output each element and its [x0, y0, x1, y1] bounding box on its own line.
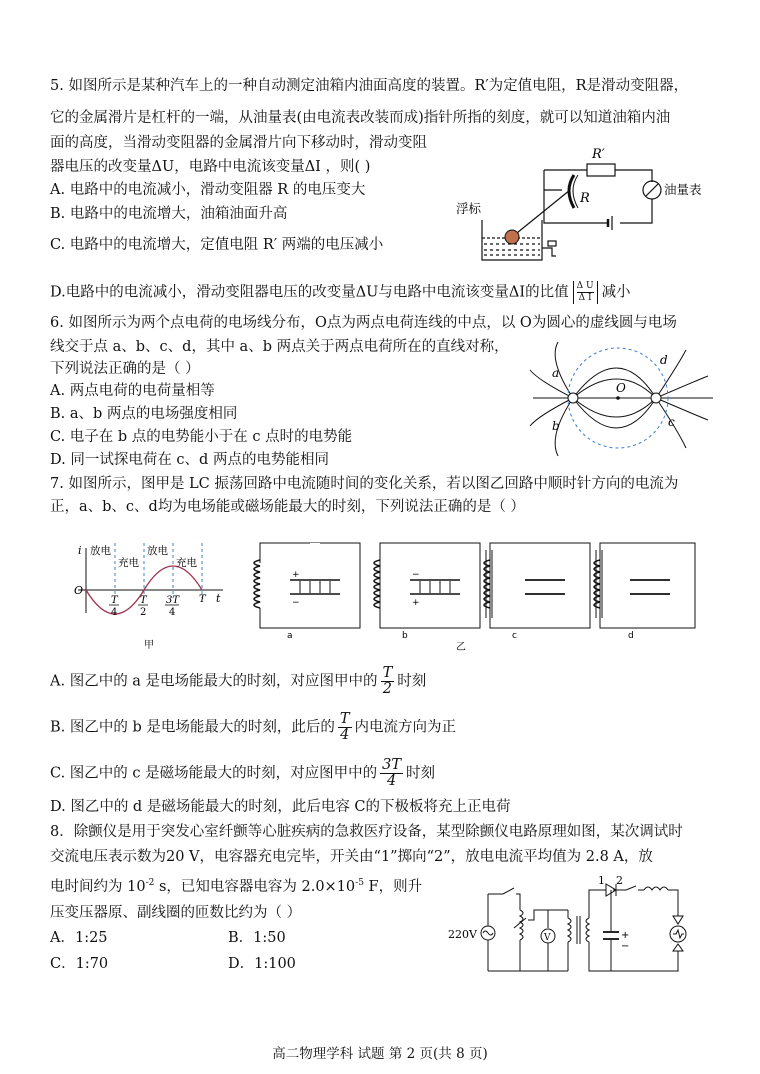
q7-graph-o: O [74, 584, 84, 597]
q7-option-a-end: 时刻 [397, 673, 427, 690]
q6-electric-field-diagram [528, 340, 718, 460]
q7-option-a-text: A. 图乙中的 a 是电场能最大的时刻，对应图甲中的 [50, 673, 378, 690]
q5-option-d-fraction [573, 281, 598, 304]
q7-graph-seg4: 充电 [176, 557, 197, 569]
q8-label-2: 2 [616, 876, 623, 887]
q7-current-graph [68, 538, 228, 653]
q5-option-d-text: D.电路中的电流减小，滑动变阻器电压的改变量ΔU与电路中电流该变量ΔI的比值 [50, 284, 569, 301]
q5-line1: 5. 如图所示是某种汽车上的一种自动测定油箱内油面高度的装置。R′为定值电阻，R是滑动变阻器， [50, 78, 689, 94]
q7-graph-tick3-num: 3T [166, 595, 180, 606]
q6-label-a: a [552, 366, 560, 380]
q7-graph-seg2: 充电 [118, 557, 139, 569]
q7-option-c-text: C. 图乙中的 c 是磁场能最大的时刻，对应图甲中的 [50, 765, 378, 782]
q7-graph-seg1: 放电 [90, 545, 111, 557]
q7-graph-tick1-den: 4 [111, 607, 118, 618]
q6-line3: 下列说法正确的是（ ） [50, 361, 200, 377]
q6-label-b: b [552, 419, 560, 433]
q8-line1: 8．除颤仪是用于突发心室纤颤等心脏疾病的急救医疗设备，某型除颤仪电路原理如图，某次调试时 [50, 824, 683, 840]
q7-b-den: 4 [340, 727, 350, 743]
q7-circuit-label-c: c [512, 631, 517, 641]
q6-option-c: C. 电子在 b 点的电势能小于在 c 点时的电势能 [50, 429, 353, 445]
q7-line2: 正，a、b、c、d均为电场能或磁场能最大的时刻，下列说法正确的是（ ） [50, 499, 525, 515]
q5-label-meter: 油量表 [664, 182, 702, 197]
svg-text:+: + [621, 930, 630, 941]
q7-circuit-label-a: a [287, 631, 293, 641]
q8-label-1: 1 [598, 876, 605, 887]
q7-option-b-fraction [338, 712, 352, 743]
q6-option-b: B. a、b 两点的电场强度相同 [50, 406, 238, 422]
q7-option-d: D. 图乙中的 d 是磁场能最大的时刻，此后电容 C的下极板将充上正电荷 [50, 799, 511, 815]
q5-label-float: 浮标 [456, 201, 482, 216]
q6-label-d: d [660, 353, 668, 367]
q6-line2: 线交于点 a、b、c、d，其中 a、b 两点关于两点电荷所在的直线对称， [50, 339, 509, 355]
q7-line1: 7. 如图所示，图甲是 LC 振荡回路中电流随时间的变化关系，若以图乙回路中顺时针方向的电流为 [50, 476, 679, 492]
q8-line3-sup1: -2 [145, 878, 155, 888]
q8-line3 [50, 873, 422, 897]
q7-graph-tick4: T [199, 594, 206, 605]
q7-a-den: 2 [382, 681, 393, 697]
q8-line3-b: s，已知电容器电容为 2.0×10 [154, 878, 356, 895]
q7-option-b-text: B. 图乙中的 b 是电场能最大的时刻，此后的 [50, 719, 335, 736]
page-footer: 高二物理学科 试题 第 2 页(共 8 页) [272, 1046, 488, 1062]
q7-c-num: 3T [382, 757, 402, 773]
q7-option-c-end: 时刻 [406, 765, 436, 782]
svg-text:+: + [412, 598, 420, 608]
q7-circuit-label-b: b [402, 631, 408, 641]
q5-line4: 器电压的改变量ΔU，电路中电流该变量ΔI ，则( ) [50, 159, 371, 175]
svg-text:−: − [412, 570, 420, 580]
q7-graph-t: t [216, 592, 221, 605]
q7-a-num: T [382, 665, 393, 681]
q7-option-b-end: 内电流方向为正 [354, 719, 457, 736]
q6-label-c: c [668, 415, 675, 429]
q8-line2: 交流电压表示数为20 V，电容器充电完毕，开关由“1”掷向“2”，放电电流平均值为 2.8 A，放 [50, 849, 653, 865]
q5-label-r: R [580, 191, 590, 206]
q7-graph-tick2-num: T [140, 595, 147, 606]
q8-option-a: A．1:25 [50, 930, 108, 946]
q8-option-c: C．1:70 [50, 956, 109, 972]
q7-option-a-fraction [381, 666, 395, 697]
q7-graph-tick1-num: T [111, 595, 118, 606]
svg-text:−: − [621, 941, 630, 952]
q5-option-a: A. 电路中的电流减小，滑动变阻器 R 的电压变大 [50, 182, 366, 198]
q8-option-d: D．1:100 [228, 956, 296, 972]
q7-option-a [50, 666, 426, 697]
q5-label-r-prime: R′ [592, 147, 605, 162]
svg-text:−: − [292, 598, 300, 608]
q5-line2: 它的金属滑片是杠杆的一端，从油量表(由电流表改装而成)指针所指的刻度，就可以知道油箱内油 [50, 110, 671, 126]
q5-fuel-gauge-diagram [452, 140, 712, 265]
q5-option-d [50, 281, 631, 304]
q7-option-c-fraction [380, 758, 403, 789]
q8-line3-c: F，则升 [363, 878, 423, 895]
q7-option-c [50, 758, 435, 789]
q8-line3-a: 电时间约为 10 [50, 878, 146, 895]
q7-circuits-caption: 乙 [456, 642, 466, 653]
q8-option-b: B．1:50 [228, 930, 286, 946]
q7-graph-tick2-den: 2 [140, 607, 147, 618]
q7-graph-caption: 甲 [144, 640, 154, 651]
q6-option-d: D. 同一试探电荷在 c、d 两点的电势能相同 [50, 452, 329, 468]
q5-option-c: C. 电路中的电流增大，定值电阻 R′ 两端的电压减小 [50, 237, 384, 253]
q6-line1: 6. 如图所示为两个点电荷的电场线分布，O点为两点电荷连线的中点，以 O为圆心的虚线圆与电场 [50, 315, 677, 331]
q6-option-a: A. 两点电荷的电荷量相等 [50, 383, 215, 399]
q8-line3-sup2: -5 [355, 878, 364, 888]
q7-circuit-label-d: d [628, 631, 634, 641]
q5-option-b: B. 电路中的电流增大，油箱油面升高 [50, 206, 288, 222]
q7-graph-i: i [78, 544, 82, 557]
q5-line3: 面的高度，当滑动变阻器的金属滑片向下移动时，滑动变阻 [50, 135, 427, 151]
q8-label-220v: 220V [448, 928, 477, 941]
q8-line4: 压变压器原、副线圈的匝数比约为（ ） [50, 905, 302, 921]
q5-frac-den: Δ I [578, 293, 592, 303]
q8-label-v: V [544, 933, 551, 943]
svg-text:+: + [292, 570, 300, 580]
q6-label-o: O [616, 381, 626, 395]
q7-option-b [50, 712, 456, 743]
q7-c-den: 4 [386, 773, 397, 789]
q8-defibrillator-circuit [448, 876, 710, 976]
q7-graph-seg3: 放电 [147, 545, 168, 557]
q7-b-num: T [339, 711, 350, 727]
q7-lc-circuits [230, 538, 700, 653]
q5-option-d-end: 减小 [601, 284, 631, 301]
q5-frac-num: Δ U [576, 281, 594, 291]
q7-graph-tick3-den: 4 [169, 607, 176, 618]
